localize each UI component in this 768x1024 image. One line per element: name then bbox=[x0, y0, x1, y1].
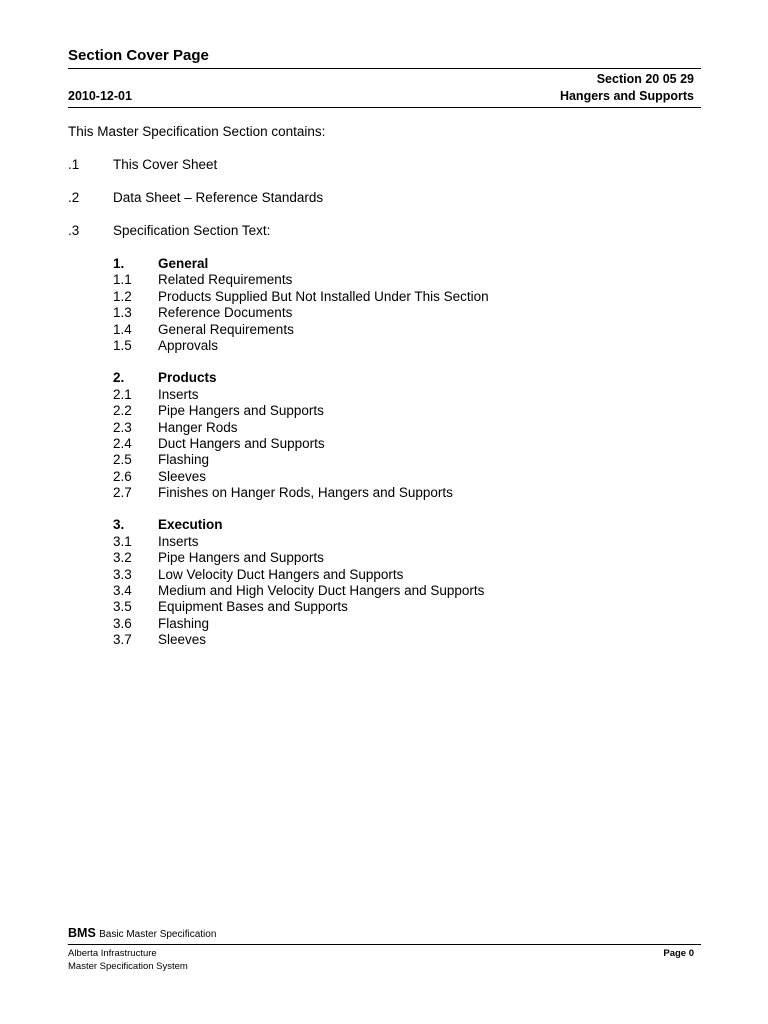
footer-rule bbox=[68, 944, 701, 945]
toc-entry-number: 2.7 bbox=[113, 485, 132, 501]
toc-entry-number: 3.7 bbox=[113, 632, 132, 648]
toc-entry-text: Inserts bbox=[158, 386, 199, 402]
toc-entry-text: Inserts bbox=[158, 533, 199, 549]
toc-entry-text: Pipe Hangers and Supports bbox=[158, 403, 324, 419]
toc-entry-number: 3.3 bbox=[113, 566, 132, 582]
toc-entry-number: 2.3 bbox=[113, 419, 132, 435]
toc-entry-text: Reference Documents bbox=[158, 305, 293, 321]
item-text: This Cover Sheet bbox=[113, 157, 218, 172]
bms-label: BMS bbox=[68, 926, 96, 940]
footer-bms bbox=[68, 926, 216, 940]
toc-entry-text: Pipe Hangers and Supports bbox=[158, 550, 324, 566]
page-number: Page 0 bbox=[663, 948, 694, 959]
item-text: Specification Section Text: bbox=[113, 223, 271, 238]
toc-entry-text: Medium and High Velocity Duct Hangers and Supports bbox=[158, 583, 485, 599]
toc-entry-text: Flashing bbox=[158, 615, 210, 631]
toc-entry-number: 1.3 bbox=[113, 305, 132, 321]
toc-entry-text: Products Supplied But Not Installed Under This Section bbox=[158, 288, 489, 304]
org-line-1: Alberta Infrastructure bbox=[68, 948, 157, 959]
footer-organization bbox=[68, 948, 188, 973]
header-rule-bottom bbox=[68, 107, 701, 108]
toc-entry-text: Related Requirements bbox=[158, 272, 293, 288]
item-number: .1 bbox=[68, 157, 80, 172]
section-number: Section 20 05 29 bbox=[596, 72, 694, 86]
bms-description: Basic Master Specification bbox=[99, 929, 217, 940]
toc-entry-number: 1.2 bbox=[113, 288, 132, 304]
toc-entry-text: Low Velocity Duct Hangers and Supports bbox=[158, 566, 404, 582]
toc-entry-number: 1.1 bbox=[113, 272, 132, 288]
toc-entry-text: General Requirements bbox=[158, 321, 294, 337]
toc-entry-text: Duct Hangers and Supports bbox=[158, 435, 325, 451]
page-title: Section Cover Page bbox=[68, 47, 209, 64]
toc-heading-title: Products bbox=[158, 370, 217, 386]
toc-heading-title: Execution bbox=[158, 517, 223, 533]
toc-heading-title: General bbox=[158, 256, 209, 271]
toc-entry-number: 1.4 bbox=[113, 321, 132, 337]
toc-entry-number: 2.6 bbox=[113, 468, 132, 484]
item-text: Data Sheet – Reference Standards bbox=[113, 190, 324, 205]
toc-entry-number: 3.1 bbox=[113, 533, 132, 549]
toc-entry-number: 3.2 bbox=[113, 550, 132, 566]
toc-entry-text: Equipment Bases and Supports bbox=[158, 599, 348, 615]
toc-heading-number: 1. bbox=[113, 256, 125, 271]
toc-entry-text: Sleeves bbox=[158, 632, 207, 648]
toc-entry-number: 3.4 bbox=[113, 583, 132, 599]
toc-entry-text: Sleeves bbox=[158, 468, 207, 484]
header-rule-top bbox=[68, 68, 701, 69]
intro-text: This Master Specification Section contains: bbox=[68, 124, 326, 139]
toc-entry-number: 2.4 bbox=[113, 435, 132, 451]
item-number: .2 bbox=[68, 190, 80, 205]
org-line-2: Master Specification System bbox=[68, 960, 188, 972]
toc-entry-text: Hanger Rods bbox=[158, 419, 238, 435]
toc-entry-number: 3.6 bbox=[113, 615, 132, 631]
section-subject: Hangers and Supports bbox=[559, 89, 694, 103]
toc-entry-text: Approvals bbox=[158, 337, 219, 353]
document-date: 2010-12-01 bbox=[68, 89, 132, 103]
toc-heading-number: 2. bbox=[113, 370, 125, 386]
toc-entry-text: Finishes on Hanger Rods, Hangers and Supports bbox=[158, 485, 453, 501]
toc-heading-number: 3. bbox=[113, 517, 125, 533]
toc-entry-text: Flashing bbox=[158, 452, 210, 468]
toc-entry-number: 2.1 bbox=[113, 386, 132, 402]
toc-entry-number: 2.5 bbox=[113, 452, 132, 468]
toc-entry-number: 1.5 bbox=[113, 337, 132, 353]
toc-entry-number: 3.5 bbox=[113, 599, 132, 615]
toc-entry-number: 2.2 bbox=[113, 403, 132, 419]
item-number: .3 bbox=[68, 223, 80, 238]
